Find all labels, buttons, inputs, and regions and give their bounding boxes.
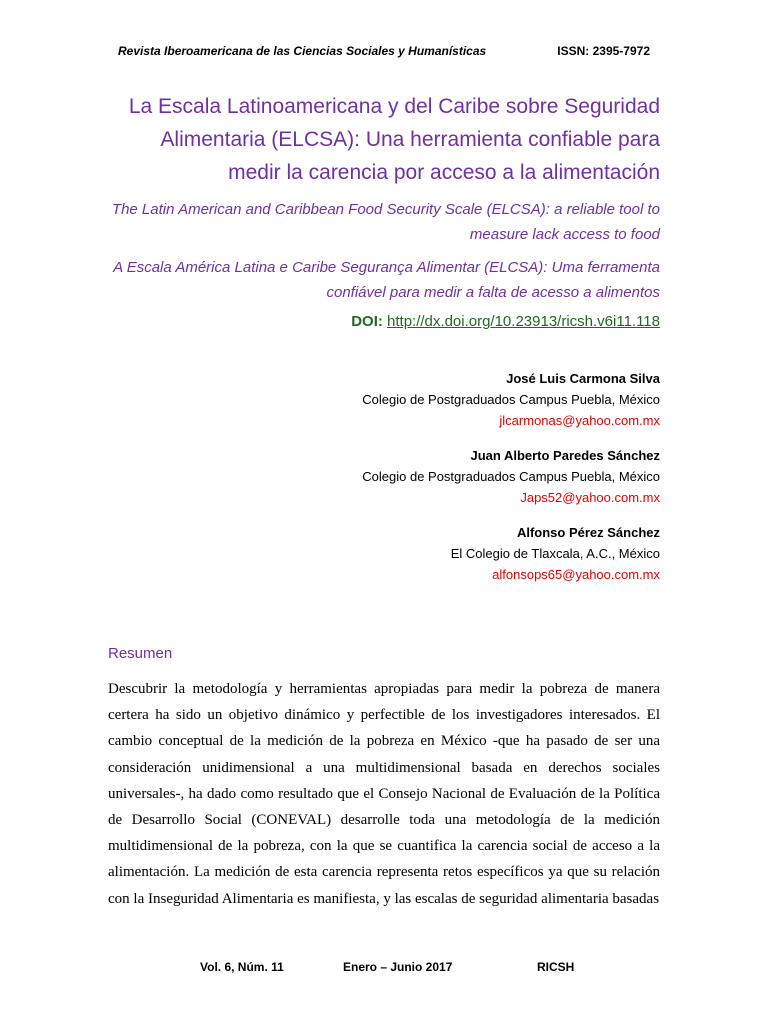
abstract-text: Descubrir la metodología y herramientas apropiadas para medir la pobreza de manera certera ha sido un objetivo dinámico y perfectible de los investigadores interesados. El cambio conceptual de la medición de la pobreza en México -que ha pasado de ser una consideración unidimensional a una multidimensional basada en derechos sociales universales-, ha dado como resultado que el Consejo Nacional de Evaluación de la Política de Desarrollo Social (CONEVAL) desarrolle toda una metodología de la medición multidimensional de la pobreza, con la que se cuantifica la carencia social de acceso a la alimentación. La medición de esta carencia representa retos específicos ya que su relación con la Inseguridad Alimentaria es manifiesta, y las escalas de seguridad alimentaria basadas — [108, 681, 660, 907]
footer-journal-abbr: RICSH — [537, 960, 575, 974]
author-email[interactable]: Japs52@yahoo.com.mx — [520, 490, 660, 505]
footer-volume: Vol. 6, Núm. 11 — [200, 960, 284, 974]
author-name: Alfonso Pérez Sánchez — [516, 525, 660, 540]
author-email[interactable]: jlcarmonas@yahoo.com.mx — [499, 413, 660, 428]
author-entry — [240, 522, 660, 585]
author-list — [240, 368, 660, 599]
journal-name: Revista Iberoamericana de las Ciencias Sociales y Humanísticas — [118, 44, 487, 58]
running-header — [118, 44, 650, 64]
author-affiliation: Colegio de Postgraduados Campus Puebla, México — [362, 392, 660, 407]
doi-label: DOI: — [351, 313, 383, 330]
page-footer — [0, 960, 768, 980]
doi-link[interactable]: http://dx.doi.org/10.23913/ricsh.v6i11.118 — [387, 313, 660, 330]
author-entry — [240, 368, 660, 431]
author-name: José Luis Carmona Silva — [506, 371, 660, 386]
title-portuguese: A Escala América Latina e Caribe Segurança Alimentar (ELCSA): Uma ferramenta confiável para medir a falta de acesso a alimentos — [113, 259, 660, 301]
title-spanish: La Escala Latinoamericana y del Caribe sobre Seguridad Alimentaria (ELCSA): Una herramienta confiable para medir la carencia por acceso a la alimentación — [128, 95, 660, 184]
title-block — [108, 90, 660, 330]
abstract-heading: Resumen — [108, 645, 173, 662]
author-affiliation: Colegio de Postgraduados Campus Puebla, México — [362, 469, 660, 484]
doi — [108, 313, 660, 330]
author-email[interactable]: alfonsops65@yahoo.com.mx — [492, 567, 660, 582]
issn: ISSN: 2395-7972 — [557, 44, 650, 58]
author-affiliation: El Colegio de Tlaxcala, A.C., México — [450, 546, 660, 561]
author-entry — [240, 445, 660, 508]
author-name: Juan Alberto Paredes Sánchez — [470, 448, 660, 463]
footer-period: Enero – Junio 2017 — [343, 960, 453, 974]
title-english: The Latin American and Caribbean Food Security Scale (ELCSA): a reliable tool to measure lack access to food — [111, 201, 660, 243]
